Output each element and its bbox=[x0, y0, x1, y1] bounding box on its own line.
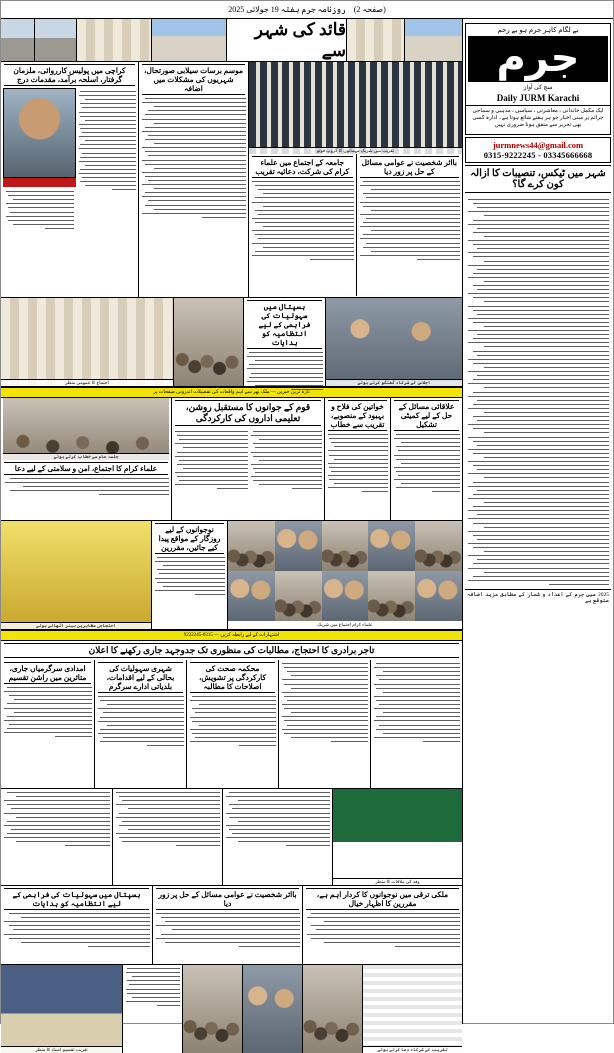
photo-caption: تقریب تقسیم اسناد کا منظر bbox=[1, 1046, 122, 1053]
photo-bottom-2 bbox=[302, 965, 362, 1053]
photo-monument bbox=[151, 19, 226, 61]
headline-6: قوم کے جوانوں کا مستقبل روشن، تعلیمی اداروں کی کارکردگی bbox=[175, 400, 321, 426]
article-body-8 bbox=[327, 434, 388, 492]
masthead-daily-line: Daily JURM Karachi bbox=[496, 93, 580, 103]
ticker-bar-1: تازہ ترین خبریں — ملک بھر سے اہم واقعات کی تفصیلات اندرونی صفحات پر bbox=[1, 387, 462, 398]
photo-caption: تقریب میں شریک مہمانوں کا گروپ فوٹو bbox=[249, 147, 462, 154]
headline-8: نوجوانوں کے لیے روزگار کے مواقع پیدا کیے جائیں، مقررین bbox=[155, 523, 224, 554]
photo-street-2 bbox=[1, 19, 34, 61]
photo-caption: اجلاس کے شرکاء گفتگو کرتے ہوئے bbox=[326, 379, 462, 386]
block-two-headlines bbox=[1, 886, 462, 965]
photo-congregation bbox=[1, 298, 173, 386]
photo-bottom-4 bbox=[182, 965, 242, 1053]
photo-street-1 bbox=[34, 19, 76, 61]
headline-13: علاقائی مسائل کے حل کے لیے کمیٹی تشکیل bbox=[394, 400, 459, 431]
photo-gathering bbox=[3, 398, 169, 460]
article-col-17 bbox=[302, 886, 462, 964]
article-col-9 bbox=[370, 660, 462, 788]
photo-caption: علماء کرام اجتماع میں شریک bbox=[317, 622, 373, 627]
photo-caption: وفد کی ملاقات کا منظر bbox=[333, 878, 462, 885]
article-col-18 bbox=[152, 886, 302, 964]
article-body-23 bbox=[3, 913, 150, 947]
contact-box bbox=[465, 137, 611, 163]
photo-bottom-1 bbox=[362, 965, 462, 1053]
article-body-1 bbox=[359, 181, 461, 260]
article-body-13 bbox=[373, 663, 460, 742]
article-body-4 bbox=[78, 91, 136, 190]
article-body-9 bbox=[250, 431, 322, 489]
email-address[interactable]: jurmnews44@gmail.com bbox=[492, 140, 584, 150]
photo-person-5 bbox=[415, 521, 462, 571]
article-col-12 bbox=[94, 660, 186, 788]
photo-imam bbox=[173, 298, 243, 386]
photo-group-large bbox=[249, 62, 462, 154]
block-upper bbox=[1, 62, 462, 298]
photo-building-1 bbox=[404, 19, 462, 61]
photo-person-2 bbox=[275, 521, 322, 571]
block-delegation bbox=[1, 789, 462, 886]
photo-bottom-3 bbox=[242, 965, 302, 1053]
top-photo-strip bbox=[1, 19, 462, 62]
article-col-11 bbox=[186, 660, 278, 788]
article-col-16 bbox=[1, 789, 112, 885]
headline-1: موسم برسات سیلابی صورتحال، شہریوں کی مشکلات میں اضافہ bbox=[142, 64, 245, 95]
article-col-3 bbox=[243, 298, 325, 386]
photo-delegation bbox=[332, 789, 462, 885]
headline-9: علماء کرام کا اجتماع، امن و سلامتی کے لیے دعا bbox=[4, 462, 168, 475]
portrait-name-banner bbox=[3, 178, 76, 187]
headline-12: شہری سہولیات کی بحالی کے لیے اقدامات، بلدیاتی ادارے سرگرم bbox=[98, 662, 183, 693]
block-photos-2 bbox=[1, 298, 462, 387]
date-line: روزنامہ جرم ہفتہ 19 جولائی 2025 bbox=[228, 5, 346, 14]
article-body-20 bbox=[3, 792, 110, 846]
masthead-disclaimer: ایک مکمل خاندانی ، معاشرتی ، سیاسی ، مذہبی و سماجی جرائم پر مبنی اخبار جو ہر ہفتے شائع ہوتا ہے۔ ادارہ کسی بھی تحریر سے متفق ہونا ضروری نہیں bbox=[466, 105, 610, 131]
article-col-2 bbox=[249, 154, 356, 296]
upper-middle-col bbox=[138, 62, 248, 297]
article-body-18 bbox=[225, 792, 330, 846]
article-body-12 bbox=[154, 557, 225, 595]
photo-men-row bbox=[325, 298, 462, 386]
page-label: (صفحہ 2) bbox=[353, 5, 386, 14]
content-area bbox=[1, 19, 462, 1052]
photo-person-1 bbox=[228, 521, 275, 571]
photo-caption: اجتماع کا عمومی منظر bbox=[1, 379, 173, 386]
photo-person-3 bbox=[322, 521, 369, 571]
article-body-10 bbox=[174, 431, 248, 489]
masthead-tagline: بے لگام کاہر جرم ہو بے رحم bbox=[497, 26, 579, 34]
page-body bbox=[1, 19, 613, 1052]
article-body-7 bbox=[393, 434, 460, 492]
article-body-5 bbox=[3, 187, 76, 233]
lead-article-body bbox=[465, 195, 611, 589]
headline-10: محکمہ صحت کی کارکردگی پر تشویش، اصلاحات کا مطالبہ bbox=[190, 662, 275, 693]
phone-numbers[interactable]: 0315-9222245 - 03345666668 bbox=[483, 150, 593, 160]
headline-3-repeat: بااثر شخصیت نے عوامی مسائل کے حل پر زور دیا bbox=[156, 888, 299, 910]
photo-protest bbox=[1, 521, 151, 629]
article-col-6 bbox=[171, 398, 324, 520]
article-body-24 bbox=[125, 968, 180, 1006]
article-body-6 bbox=[246, 352, 323, 390]
headline-5: ہسپتال میں سہولیات کی فراہمی کے لیے انتظامیہ کو ہدایات bbox=[247, 300, 322, 349]
article-body-15 bbox=[189, 696, 276, 746]
article-col-5 bbox=[324, 398, 390, 520]
headline-15: ملکی ترقی میں نوجوانوں کا کردار اہم ہے، مقررین کا اظہار خیال bbox=[306, 888, 459, 910]
block-bottom-photos bbox=[1, 965, 462, 1053]
article-body-11 bbox=[3, 478, 169, 495]
photo-caption: جلسہ عام سے خطاب کرتے ہوئے bbox=[3, 453, 169, 460]
photo-mosque bbox=[76, 19, 151, 61]
headline-5-repeat: ہسپتال میں سہولیات کی فراہمی کے لیے انتظامیہ کو ہدایات bbox=[4, 888, 149, 910]
article-body-14 bbox=[281, 663, 368, 742]
article-body-22 bbox=[155, 913, 300, 947]
article-col-15 bbox=[112, 789, 222, 885]
article-body-19 bbox=[115, 792, 220, 846]
article-body-17 bbox=[3, 687, 92, 737]
ticker-bar-2: اشتہارات کے لیے رابطہ کریں — 0315-9222245 bbox=[1, 630, 462, 641]
masthead bbox=[465, 23, 611, 135]
photo-person-10 bbox=[415, 571, 462, 621]
masthead-title: جرم bbox=[496, 35, 580, 81]
article-col-7 bbox=[1, 398, 171, 520]
date-bar bbox=[1, 1, 613, 19]
article-body-4-wrap bbox=[76, 88, 136, 233]
portrait-wrap bbox=[3, 88, 76, 233]
photo-person-4 bbox=[368, 521, 415, 571]
article-body-2 bbox=[251, 181, 354, 260]
photo-bottom-5 bbox=[1, 965, 122, 1053]
masthead-column bbox=[462, 19, 613, 1024]
upper-right-group bbox=[248, 62, 462, 297]
portrait-grid bbox=[227, 521, 462, 629]
photo-person-7 bbox=[275, 571, 322, 621]
article-col-19 bbox=[1, 886, 152, 964]
article-col-1 bbox=[356, 154, 463, 296]
headline-7: تاجر برادری کا احتجاج، مطالبات کی منظوری تک جدوجہد جاری رکھنے کا اعلان bbox=[4, 643, 459, 658]
block-wide-article bbox=[1, 643, 462, 789]
lead-article-headline: شہر میں ٹیکس، تنصیبات کا ازالہ کون کرے گا؟ bbox=[465, 165, 611, 193]
photo-portrait bbox=[3, 88, 76, 178]
article-col-4 bbox=[390, 398, 462, 520]
headline-2: کراچی میں پولیس کارروائی، ملزمان گرفتار، اسلحہ برآمد، مقدمات درج bbox=[4, 64, 135, 86]
article-col-13 bbox=[1, 660, 94, 788]
block-mid-articles bbox=[1, 398, 462, 521]
headline-11: خواتین کی فلاح و بہبود کے منصوبے، تقریب سے خطاب bbox=[328, 400, 387, 431]
photo-person-6 bbox=[228, 571, 275, 621]
headline-3: بااثر شخصیت نے عوامی مسائل کے حل پر زور دیا bbox=[360, 156, 460, 178]
masthead-subtitle: سچ کی آواز bbox=[523, 85, 553, 91]
article-col-10 bbox=[278, 660, 370, 788]
photo-caption: احتجاجی مظاہرین بینر اٹھائے ہوئے bbox=[1, 622, 151, 629]
photo-person-9 bbox=[368, 571, 415, 621]
article-col-20 bbox=[122, 965, 182, 1053]
section-banner bbox=[226, 19, 346, 61]
article-body-3 bbox=[141, 98, 246, 218]
upper-left-col bbox=[1, 62, 138, 297]
photo-person-8 bbox=[322, 571, 369, 621]
article-col-14 bbox=[222, 789, 332, 885]
photo-building-2 bbox=[346, 19, 404, 61]
headline-4: جامعہ کے اجتماع میں علماء کرام کی شرکت، دعائیہ تقریب bbox=[252, 156, 353, 178]
lead-article-footnote: 2025 میں جرم کے اعداد و شمار کے مطابق مزید اضافہ متوقع ہے bbox=[465, 589, 611, 605]
masthead-logo bbox=[468, 36, 608, 82]
headline-14: امدادی سرگرمیاں جاری، متاثرین میں راشن تقسیم bbox=[4, 662, 91, 684]
block-portrait-grid bbox=[1, 521, 462, 630]
article-body-21 bbox=[305, 913, 460, 947]
article-col-8 bbox=[151, 521, 227, 629]
section-banner-title: قائد کی شہر سے bbox=[254, 20, 346, 60]
photo-caption: تقریب کے شرکاء دعا کرتے ہوئے bbox=[363, 1046, 462, 1053]
article-body-16 bbox=[97, 696, 184, 746]
